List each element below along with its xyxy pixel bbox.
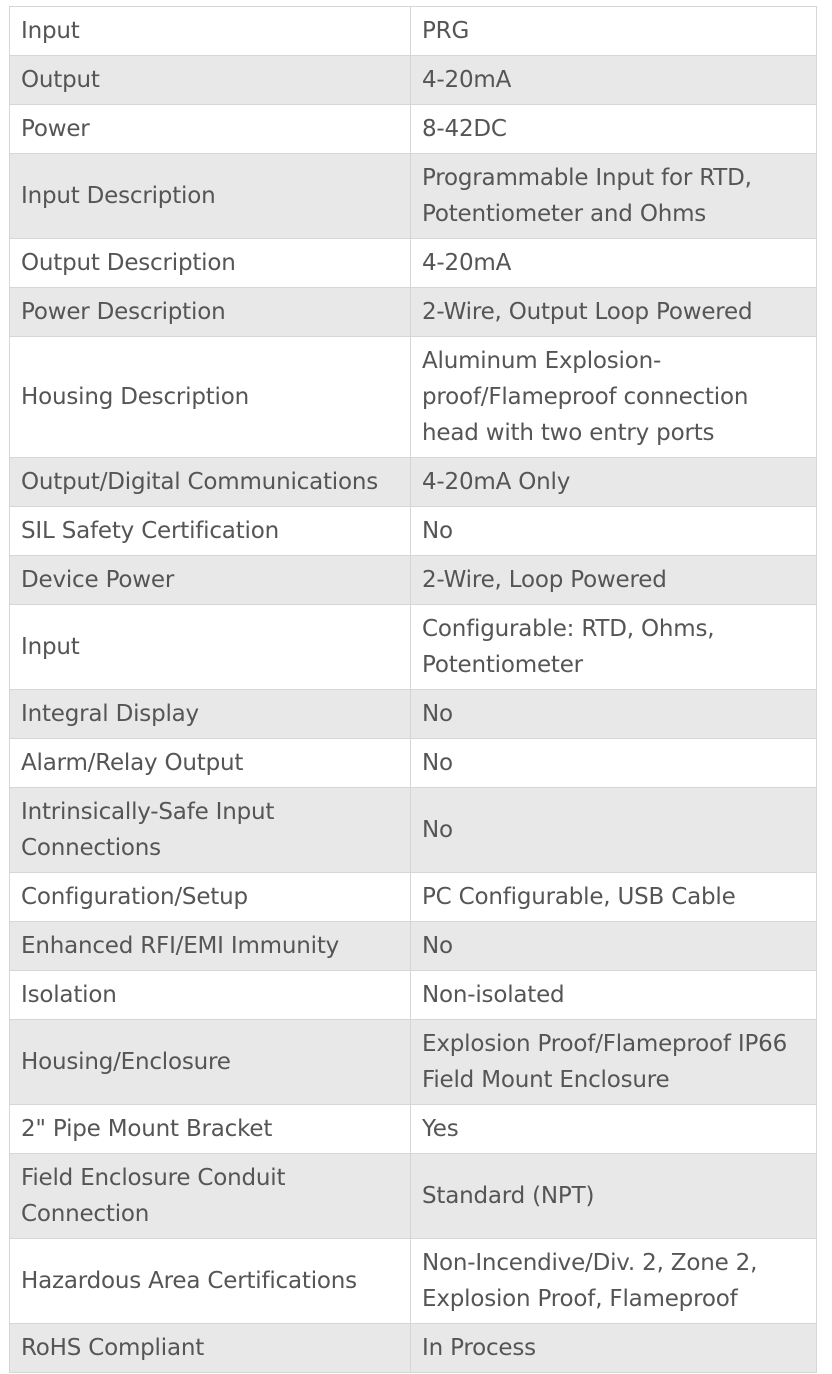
spec-label: Isolation [10,971,411,1020]
spec-label: Configuration/Setup [10,873,411,922]
spec-value: Configurable: RTD, Ohms, Potentiometer [411,605,817,690]
spec-row-sil-safety-certification [10,507,817,556]
spec-row-output-digital-communications [10,458,817,507]
spec-value: Non-isolated [411,971,817,1020]
spec-value: 4-20mA [411,56,817,105]
spec-value: Yes [411,1105,817,1154]
spec-value: PC Configurable, USB Cable [411,873,817,922]
specifications-table [9,6,817,1373]
spec-value: 4-20mA [411,239,817,288]
spec-row-field-enclosure-conduit-connection [10,1154,817,1239]
spec-value: No [411,739,817,788]
spec-label: Hazardous Area Certifications [10,1239,411,1324]
spec-value: Aluminum Explosion-proof/Flameproof connection head with two entry ports [411,337,817,458]
spec-value: Non-Incendive/Div. 2, Zone 2, Explosion Proof, Flameproof [411,1239,817,1324]
spec-row-alarm-relay-output [10,739,817,788]
spec-row-integral-display [10,690,817,739]
spec-value: Explosion Proof/Flameproof IP66 Field Mount Enclosure [411,1020,817,1105]
spec-value: PRG [411,7,817,56]
spec-row-output-description [10,239,817,288]
spec-label: SIL Safety Certification [10,507,411,556]
spec-label: Intrinsically-Safe Input Connections [10,788,411,873]
spec-label: Output Description [10,239,411,288]
spec-row-housing-description [10,337,817,458]
spec-row-enhanced-rfi-emi-immunity [10,922,817,971]
spec-label: Housing/Enclosure [10,1020,411,1105]
spec-label: Power [10,105,411,154]
spec-label: Output/Digital Communications [10,458,411,507]
spec-row-rohs-compliant [10,1324,817,1373]
spec-row-isolation [10,971,817,1020]
spec-row-housing-enclosure [10,1020,817,1105]
spec-row-pipe-mount-bracket [10,1105,817,1154]
spec-value: No [411,788,817,873]
spec-label: Device Power [10,556,411,605]
spec-value: 2-Wire, Output Loop Powered [411,288,817,337]
spec-label: RoHS Compliant [10,1324,411,1373]
spec-label: Integral Display [10,690,411,739]
spec-value: Standard (NPT) [411,1154,817,1239]
spec-label: Housing Description [10,337,411,458]
spec-row-intrinsically-safe-input-connections [10,788,817,873]
spec-row-hazardous-area-certifications [10,1239,817,1324]
spec-label: Enhanced RFI/EMI Immunity [10,922,411,971]
spec-label: Output [10,56,411,105]
spec-value: 2-Wire, Loop Powered [411,556,817,605]
spec-row-power [10,105,817,154]
spec-label: Field Enclosure Conduit Connection [10,1154,411,1239]
spec-row-power-description [10,288,817,337]
spec-label: Input Description [10,154,411,239]
spec-label: 2" Pipe Mount Bracket [10,1105,411,1154]
spec-value: No [411,922,817,971]
spec-value: No [411,690,817,739]
spec-label: Input [10,605,411,690]
spec-value: No [411,507,817,556]
spec-value: 8-42DC [411,105,817,154]
spec-row-device-power [10,556,817,605]
spec-row-input [10,7,817,56]
specifications-table-body [10,7,817,1373]
spec-row-input-configurable [10,605,817,690]
spec-value: Programmable Input for RTD, Potentiometer and Ohms [411,154,817,239]
spec-label: Alarm/Relay Output [10,739,411,788]
spec-label: Input [10,7,411,56]
spec-row-configuration-setup [10,873,817,922]
spec-row-output [10,56,817,105]
spec-value: 4-20mA Only [411,458,817,507]
spec-value: In Process [411,1324,817,1373]
spec-label: Power Description [10,288,411,337]
spec-row-input-description [10,154,817,239]
